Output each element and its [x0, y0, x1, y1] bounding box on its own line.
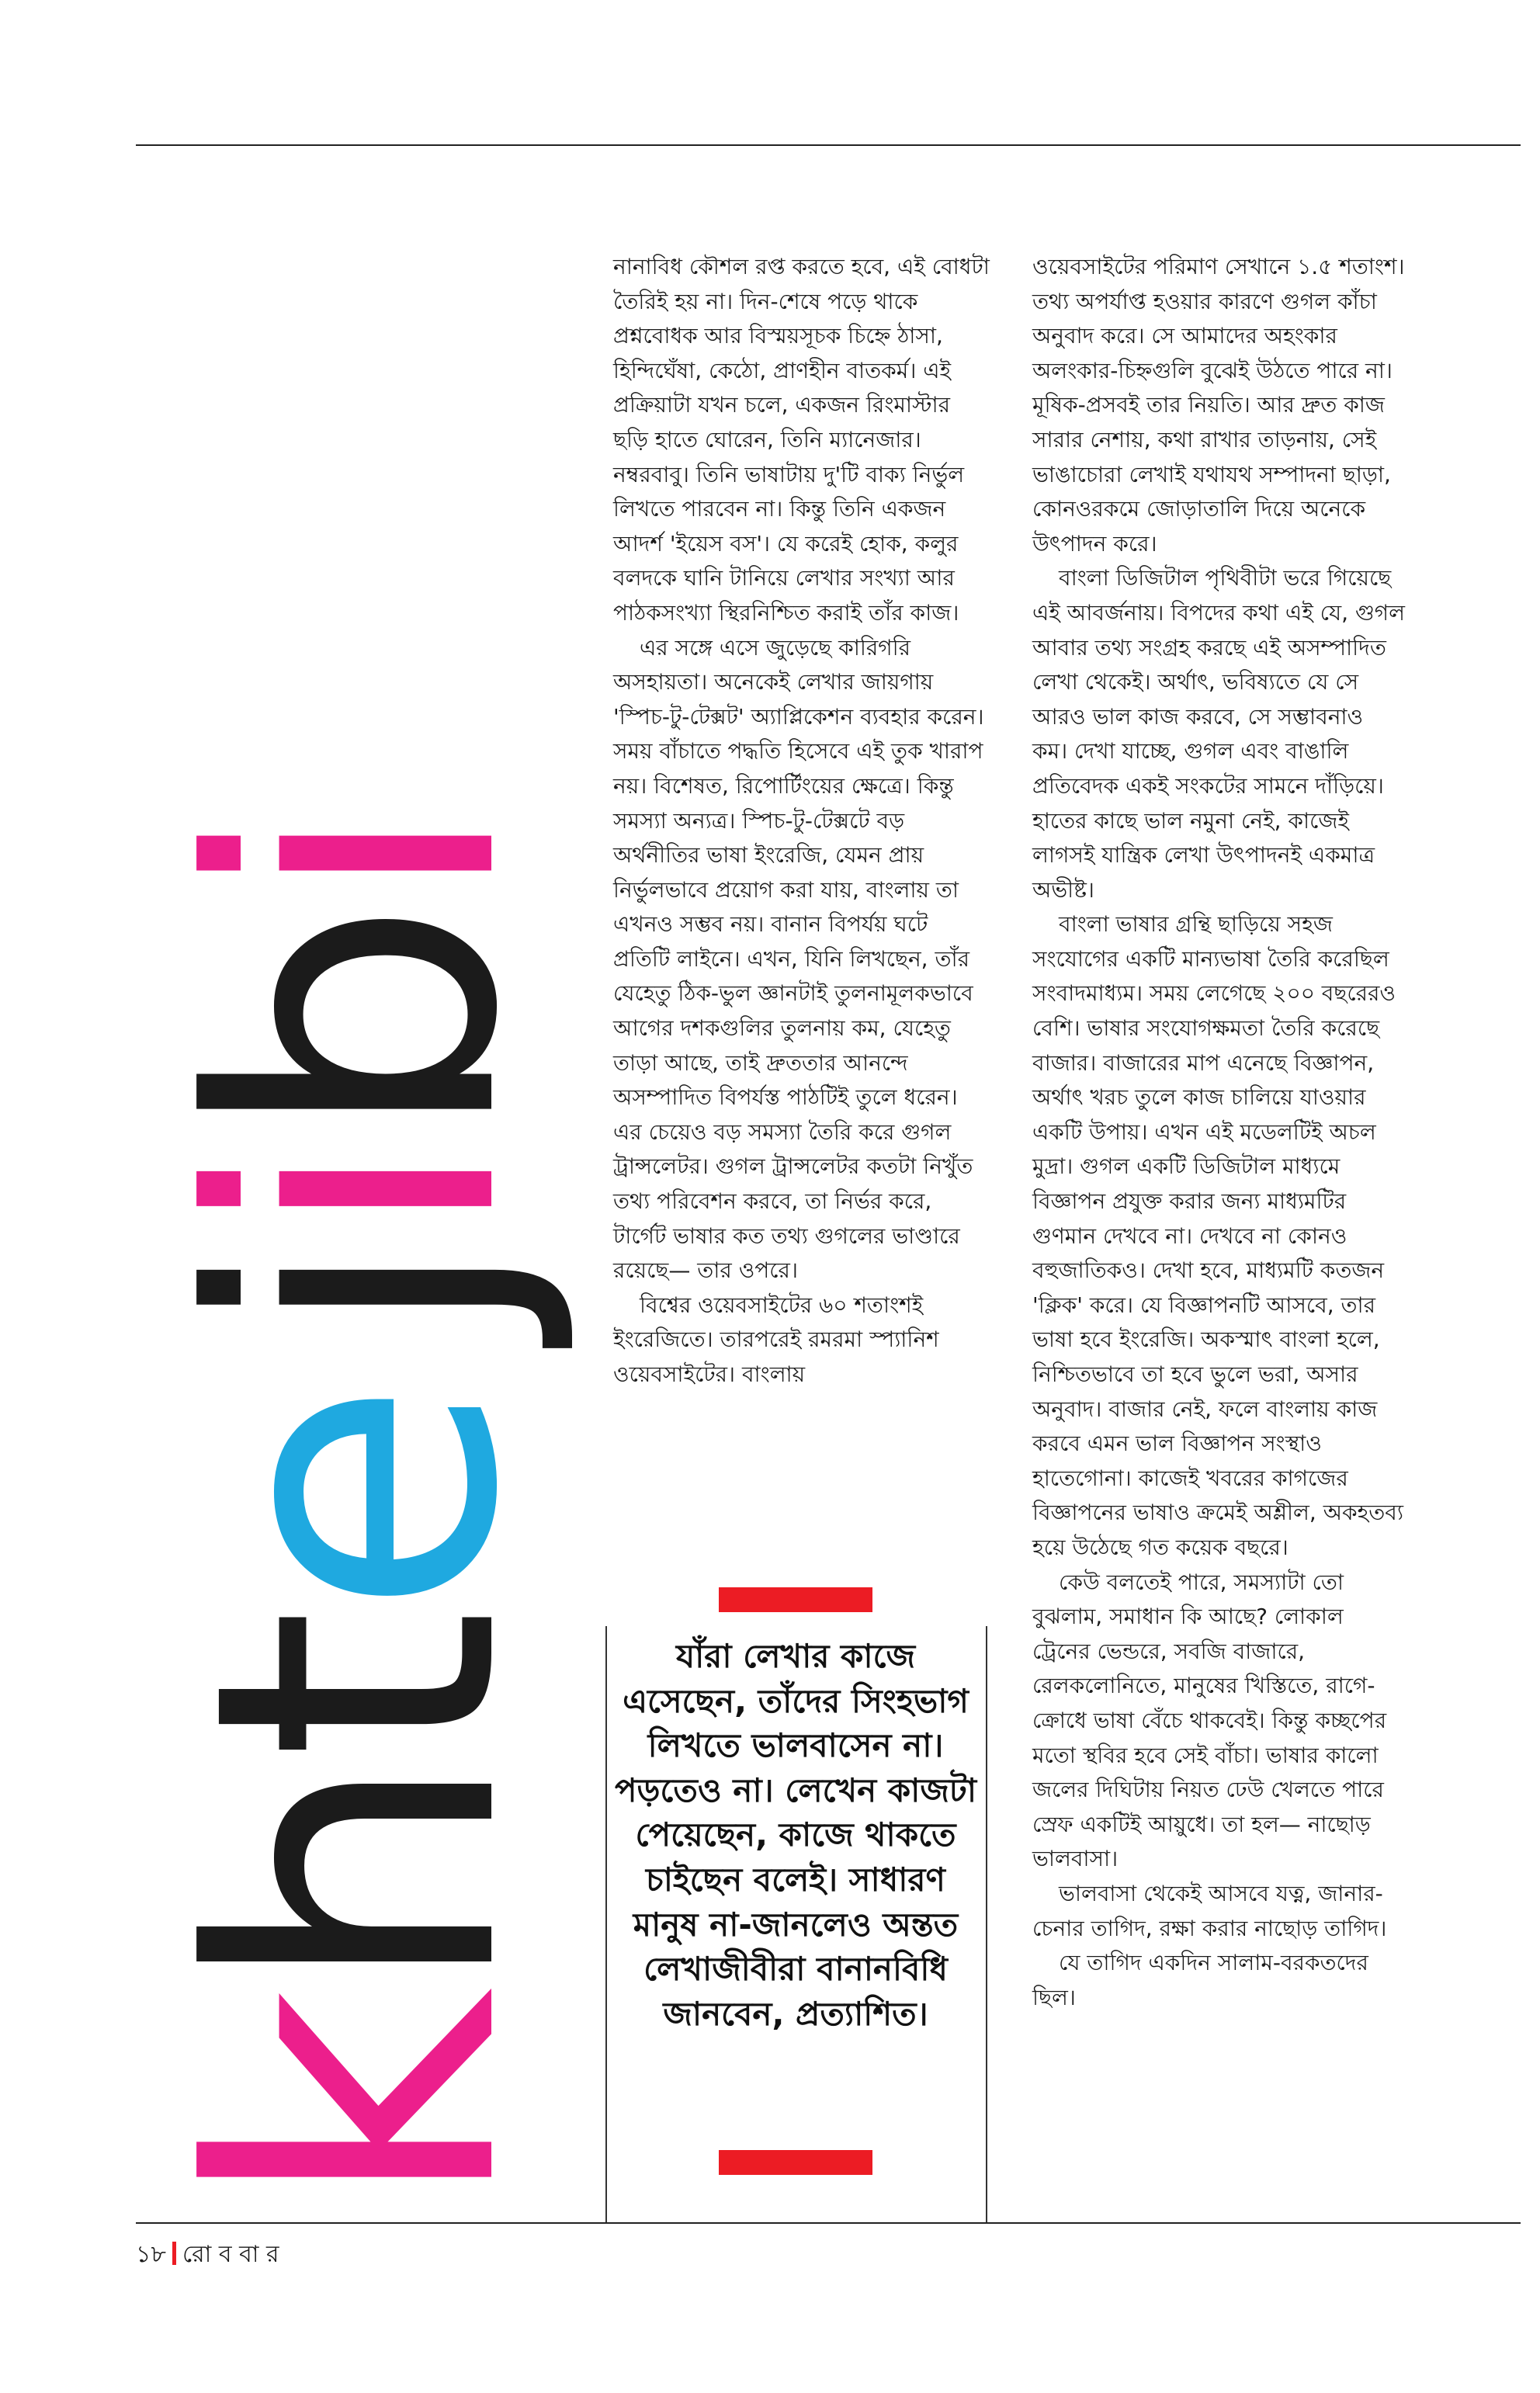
article-paragraph: বাংলা ভাষার গ্রন্থি ছাড়িয়ে সহজ সংযোগের একটি মান্যভাষা তৈরি করেছিল সংবাদমাধ্যম। সময় লেগেছে ২০০ বছরেরও বেশি। ভাষার সংযোগক্ষমতা তৈরি করেছে বাজার। বাজারের মাপ এনেছে বিজ্ঞাপন, অর্থাৎ খরচ তুলে কাজ চালিয়ে যাওয়ার একটি উপায়। এখন এই মডেলটিই অচল মুদ্রা। গুগল একটি ডিজিটাল মাধ্যমে বিজ্ঞাপন প্রযুক্ত করার জন্য মাধ্যমটির গুণমান দেখবে না। দেখবে না কোনও বহুজাতিকও। দেখা হবে, মাধ্যমটি কতজন 'ক্লিক' করে। যে বিজ্ঞাপনটি আসবে, তার ভাষা হবে ইংরেজি। অকস্মাৎ বাংলা হলে, নিশ্চিতভাবে তা হবে ভুলে ভরা, অসার অনুবাদ। বাজার নেই, ফলে বাংলায় কাজ করবে এমন ভাল বিজ্ঞাপন সংস্থাও হাতেগোনা। কাজেই খবরের কাগজের বিজ্ঞাপনের ভাষাও ক্রমেই অশ্লীল, অকহতব্য হয়ে উঠেছে গত কয়েক বছরে।	[1032, 911, 1403, 1560]
article-paragraph: বাংলা ডিজিটাল পৃথিবীটা ভরে গিয়েছে এই আবর্জনায়। বিপদের কথা এই যে, গুগল আবার তথ্য সংগ্রহ করছে এই অসম্পাদিত লেখা থেকেই। অর্থাৎ, ভবিষ্যতে যে সে আরও ভাল কাজ করবে, সে সম্ভাবনাও কম। দেখা যাচ্ছে, গুগল এবং বাঙালি প্রতিবেদক একই সংকটের সামনে দাঁড়িয়ে। হাতের কাছে ভাল নমুনা নেই, কাজেই লাগসই যান্ত্রিক লেখা উৎপাদনই একমাত্র অভীষ্ট।	[1032, 565, 1406, 903]
headline-letter: b	[131, 907, 583, 1145]
headline-letter	[132, 1341, 582, 1388]
pull-quote-left-rule	[605, 1626, 607, 2222]
headline-letter: j	[131, 1242, 583, 1341]
article-paragraph: যে তাগিদ একদিন সালাম-বরকতদের ছিল।	[1032, 1950, 1368, 2010]
bottom-rule	[136, 2222, 1521, 2224]
page-number: ১৮	[136, 2241, 166, 2268]
article-column-right	[1032, 250, 1405, 2015]
top-rule	[136, 144, 1521, 146]
article-column-middle	[613, 250, 990, 1392]
pull-quote-bottom-bar	[719, 2150, 872, 2175]
headline-letter: t	[131, 1617, 583, 1760]
article-paragraph: ওয়েবসাইটের পরিমাণ সেখানে ১.৫ শতাংশ। তথ্য অপর্যাপ্ত হওয়ার কারণে গুগল কাঁচা অনুবাদ করে। সে আমাদের অহংকার অলংকার-চিহ্নগুলি বুঝেই উঠতে পারে না। মূষিক-প্রসবই তার নিয়তি। আর দ্রুত কাজ সারার নেশায়, কথা রাখার তাড়নায়, সেই ভাঙাচোরা লেখাই যথাযথ সম্পাদনা ছাড়া, কোনওরকমে জোড়াতালি দিয়ে অনেকে উৎপাদন করে।	[1032, 254, 1405, 557]
pull-quote-top-bar	[719, 1587, 872, 1612]
magazine-name: রো ব বা র	[182, 2241, 279, 2268]
article-paragraph: বিশ্বের ওয়েবসাইটের ৬০ শতাংশই ইংরেজিতে। তারপরেই রমরমা স্প্যানিশ ওয়েবসাইটের। বাংলায়	[613, 1292, 939, 1387]
vertical-headline-word	[131, 808, 583, 2212]
pull-quote: যাঁরা লেখার কাজে এসেছেন, তাঁদের সিংহভাগ লিখতে ভালবাসেন না। পড়তেও না। লেখেন কাজটা পেয়েছেন, কাজে থাকতে চাইছেন বলেই। সাধারণ মানুষ না-জানলেও অন্তত লেখাজীবীরা বানানবিধি জানবেন, প্রত্যাশিত।	[615, 1637, 976, 2033]
article-paragraph: ভালবাসা থেকেই আসবে যত্ন, জানার-চেনার তাগিদ, রক্ষা করার নাছোড় তাগিদ।	[1032, 1880, 1387, 1941]
article-paragraph: এর সঙ্গে এসে জুড়েছে কারিগরি অসহায়তা। অনেকেই লেখার জায়গায় 'স্পিচ-টু-টেক্সট' অ্যাপ্লিকেশন ব্যবহার করেন। সময় বাঁচাতে পদ্ধতি হিসেবে এই তুক খারাপ নয়। বিশেষত, রিপোর্টিংয়ের ক্ষেত্রে। কিন্তু সমস্যা অন্যত্র। স্পিচ-টু-টেক্সটে বড় অর্থনীতির ভাষা ইংরেজি, যেমন প্রায় নির্ভুলভাবে প্রয়োগ করা যায়, বাংলায় তা এখনও সম্ভব নয়। বানান বিপর্যয় ঘটে প্রতিটি লাইনে। এখন, যিনি লিখছেন, তাঁর যেহেতু ঠিক-ভুল জ্ঞানটাই তুলনামূলকভাবে আগের দশকগুলির তুলনায় কম, যেহেতু তাড়া আছে, তাই দ্রুততার আনন্দে অসম্পাদিত বিপর্যস্ত পাঠটিই তুলে ধরেন। এর চেয়েও বড় সমস্যা তৈরি করে গুগল ট্রান্সলেটর। গুগল ট্রান্সলেটর কতটা নিখুঁত তথ্য পরিবেশন করবে, তা নির্ভর করে, টার্গেট ভাষার কত তথ্য গুগলের ভাণ্ডারে রয়েছে— তার ওপরে।	[613, 634, 984, 1284]
headline-letter: h	[131, 1760, 583, 1997]
article-paragraph: কেউ বলতেই পারে, সমস্যাটা তো বুঝলাম, সমাধান কি আছে? লোকাল ট্রেনের ভেন্ডরে, সবজি বাজারে, রেলকলোনিতে, মানুষের খিস্তিতে, রাগে-ক্রোধে ভাষা বেঁচে থাকবেই। কিন্তু কচ্ছপের মতো স্থবির হবে সেই বাঁচা। ভাষার কালো জলের দিঘিটায় নিয়ত ঢেউ খেলতে পারে স্রেফ একটিই আয়ুধে। তা হল— নাছোড় ভালবাসা।	[1032, 1569, 1387, 1872]
headline-letter: e	[131, 1387, 583, 1618]
headline-letter: k	[131, 1996, 583, 2212]
headline-letter: i	[131, 808, 583, 907]
folio	[136, 2239, 279, 2270]
article-paragraph: নানাবিধ কৌশল রপ্ত করতে হবে, এই বোধটা তৈরিই হয় না। দিন-শেষে পড়ে থাকে প্রশ্নবোধক আর বিস্ময়সূচক চিহ্নে ঠাসা, হিন্দিঘেঁষা, কেঠো, প্রাণহীন বাতকর্ম। এই প্রক্রিয়াটা যখন চলে, একজন রিংমাস্টার ছড়ি হাতে ঘোরেন, তিনি ম্যানেজার। নম্বরবাবু। তিনি ভাষাটায় দু'টি বাক্য নির্ভুল লিখতে পারবেন না। কিন্তু তিনি একজন আদর্শ 'ইয়েস বস'। যে করেই হোক, কলুর বলদকে ঘানি টানিয়ে লেখার সংখ্যা আর পাঠকসংখ্যা স্থিরনিশ্চিত করাই তাঁর কাজ।	[613, 254, 990, 626]
pull-quote-right-rule	[986, 1626, 987, 2222]
headline-letter: i	[131, 1144, 583, 1243]
vertical-headline	[131, 808, 583, 2212]
folio-separator	[172, 2242, 176, 2265]
